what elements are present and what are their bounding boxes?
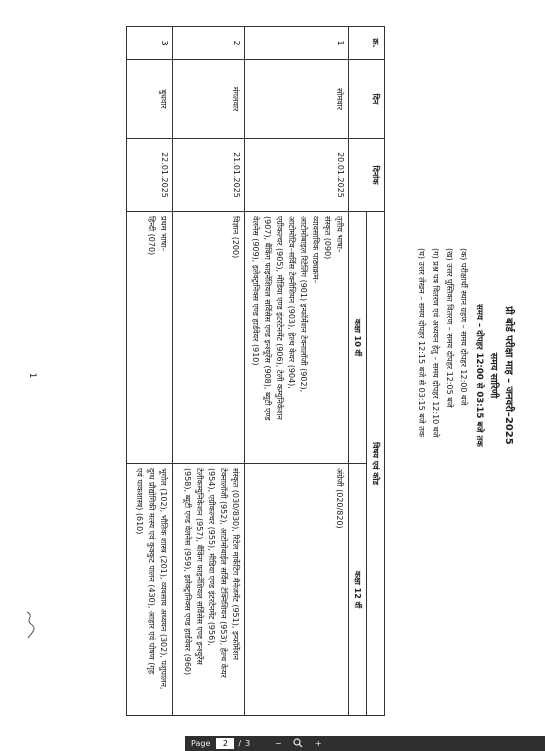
- cell-class12: भूगोल (102), भौतिक शास्त्र (201), व्यवसाय अध्ययन (302), पशुपालन, दुग्ध प्रौद्योगिकी मत्स्य एवं कुक्कुट पालन (430), आहार एवं पोषण (गृह एवं पाकशास्त्र) (610): [127, 464, 173, 716]
- header-date: दिनांक: [349, 139, 385, 212]
- cell-sn: 2: [173, 27, 245, 60]
- timing-note: (क) परीक्षार्थी स्थान ग्रहण – समय दोपहर 12:00 बजे: [459, 248, 468, 406]
- cell-sn: 3: [127, 27, 173, 60]
- cell-class12: अंग्रेजी (020/820): [245, 464, 349, 716]
- timing-note: (घ) उत्तर लेखन – समय दोपहर 12:15 बजे से 03:15 बजे तक: [417, 248, 426, 437]
- cell-class10: विज्ञान (200): [173, 212, 245, 464]
- table-row: [173, 27, 245, 716]
- header-day: दिन: [349, 60, 385, 139]
- page-label: Page: [191, 739, 211, 748]
- cell-class10: प्रथम भाषा– हिन्दी (070): [127, 212, 173, 464]
- magnifier-glyph: [293, 738, 303, 748]
- cell-class10: तृतीय भाषा– संस्कृत (090) व्यावसायिक पाठ्यक्रम– आटोमोबाइल रिटेलिंग (901) इन्फॉर्मेशन टेक्नालॉजी (902), आटोमोटिव–सर्विस टेक्नीशियन (903), हेल्थ केयर (904), एग्रीकल्चर (905), मीडिया एण्ड इंटरटेनमेंट (906), टेली कम्युनिकेशन (907), बैंकिंग फाइनेंशियल सर्विसेस एण्ड इन्श्यूरेंस (908), ब्यूटी एण्ड वेलनेस (909), इलेक्ट्रानिक्स एण्ड हार्डवेयर (910): [245, 212, 349, 464]
- timing-note: (ख) उत्तर पुस्तिका वितरण – समय दोपहर 12:05 बजे: [445, 248, 454, 408]
- current-page-input[interactable]: 2: [216, 738, 234, 749]
- cell-sn: 1: [245, 27, 349, 60]
- table-header-row: [367, 27, 385, 716]
- table-row: [245, 27, 349, 716]
- cell-day: सोमवार: [245, 60, 349, 139]
- document-title: प्री बोर्ड परीक्षा माह – जनवरी–2025: [503, 306, 514, 445]
- header-class12: कक्षा 12 वीं: [349, 464, 367, 716]
- schedule-table: [126, 26, 385, 716]
- total-pages: 3: [245, 739, 251, 748]
- timing-note: (ग) प्रश्न पत्र वितरण एवं अध्ययन हेतु – समय दोपहर 12:10 बजे: [431, 248, 440, 438]
- exam-time-line: समय – दोपहर 12:00 से 03:15 बजे तक: [474, 304, 484, 447]
- page-separator: /: [238, 739, 242, 748]
- document-subtitle: समय सारिणी: [488, 352, 499, 399]
- header-sn: क्र.: [349, 27, 385, 60]
- cell-day: बुधवार: [127, 60, 173, 139]
- header-class10: कक्षा 10 वीं: [349, 212, 367, 464]
- page-number: 1: [27, 372, 37, 379]
- signature-mark: [23, 610, 37, 640]
- zoom-in-button[interactable]: +: [314, 739, 322, 748]
- cell-class12: संस्कृत (030/830), रिटेल मार्केटिंग मैनेजमेंट (951), इन्फॉर्मेशन टेक्नालॉजी (952), आटोमोबाईल सर्विस टेक्निशियन (953), हेल्थ केयर (954), एग्रीकल्चर (955), मीडिया एण्ड इंटरटेनमेंट (956), टेलीकम्युनिकेशन (957), बैंकिंग फाइनेंशियल सर्विसेस एण्ड इन्श्युरेंस (958), ब्यूटी एण्ड वेलनेस (959), इलेक्ट्रानिक्स एण्ड हार्डवेयर (960): [173, 464, 245, 716]
- search-icon[interactable]: [288, 738, 308, 750]
- header-subject-code: विषय एवं कोड: [367, 212, 385, 716]
- cell-date: 20.01.2025: [245, 139, 349, 212]
- viewer-toolbar: [185, 736, 545, 751]
- cell-date: 22.01.2025: [127, 139, 173, 212]
- table-row: [127, 27, 173, 716]
- cell-day: मंगलवार: [173, 60, 245, 139]
- cell-date: 21.01.2025: [173, 139, 245, 212]
- zoom-out-button[interactable]: −: [274, 739, 282, 748]
